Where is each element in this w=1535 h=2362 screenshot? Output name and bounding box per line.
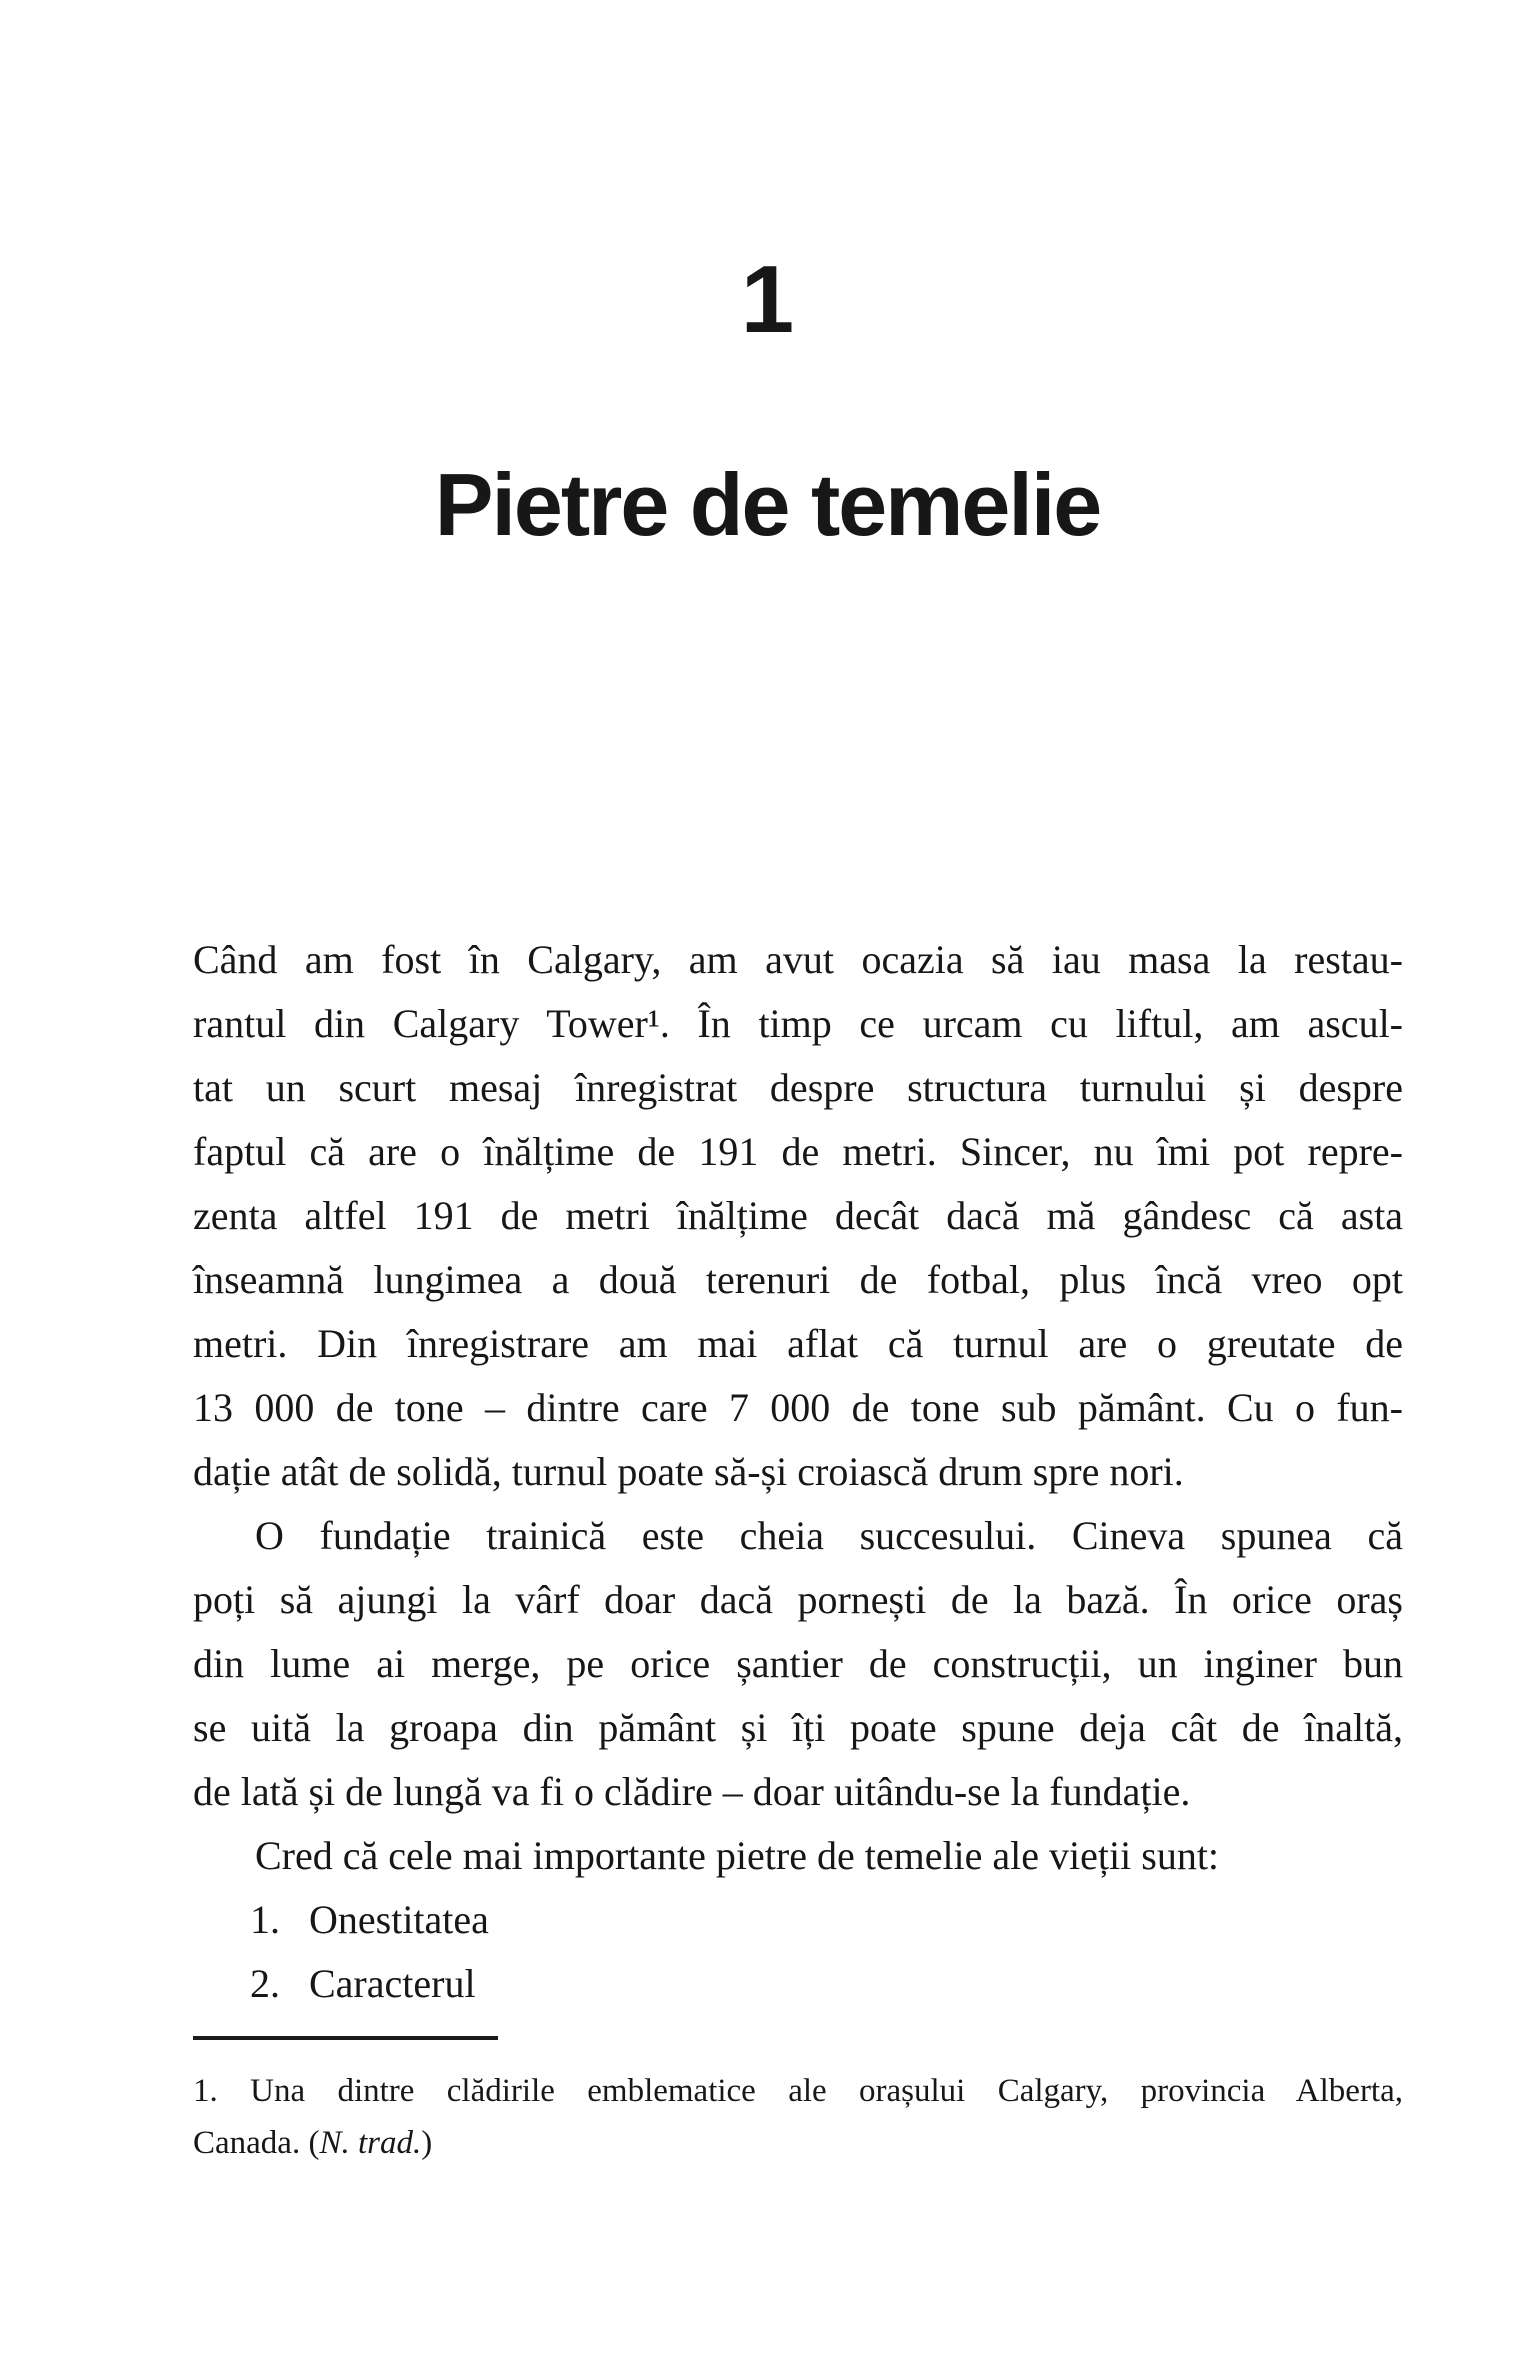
text-line: Cred că cele mai importante pietre de temelie ale vieții sunt: xyxy=(255,1833,1220,1878)
paragraph xyxy=(193,928,1403,1504)
list-item xyxy=(250,1888,1403,1952)
text-line: înseamnă lungimea a două terenuri de fotbal, plus încă vreo opt xyxy=(193,1257,1403,1302)
text-line: 13 000 de tone – dintre care 7 000 de tone sub pământ. Cu o fun- xyxy=(193,1385,1403,1430)
chapter-number: 1 xyxy=(740,246,795,353)
list-item-label: Caracterul xyxy=(309,1961,476,2006)
text-line: tat un scurt mesaj înregistrat despre structura turnului și despre xyxy=(193,1065,1403,1110)
text-line: se uită la groapa din pământ și îți poate spune deja cât de înaltă, xyxy=(193,1705,1403,1750)
text-line: Când am fost în Calgary, am avut ocazia să iau masa la restau- xyxy=(193,937,1403,982)
cornerstones-list xyxy=(193,1888,1403,2016)
list-item-number: 1. xyxy=(250,1897,280,1942)
body-text xyxy=(193,928,1403,2016)
text-line: poți să ajungi la vârf doar dacă pornești de la bază. În orice oraș xyxy=(193,1577,1403,1622)
text-line: rantul din Calgary Tower¹. În timp ce urcam cu liftul, am ascul- xyxy=(193,1001,1403,1046)
footnote-line-2-start: Canada. ( xyxy=(193,2125,320,2161)
list-item xyxy=(250,1952,1403,2016)
footnote-line-2 xyxy=(193,2117,1403,2169)
text-line: dație atât de solidă, turnul poate să-și croiască drum spre nori. xyxy=(193,1449,1184,1494)
footnote-line-1: 1. Una dintre clădirile emblematice ale orașului Calgary, provincia Alberta, xyxy=(193,2073,1403,2109)
footnote-rule xyxy=(193,2036,498,2040)
footnote xyxy=(193,2036,1403,2169)
text-line: O fundație trainică este cheia succesului. Cineva spunea că xyxy=(255,1513,1403,1558)
paragraph xyxy=(193,1504,1403,1824)
footnote-translator-note: N. trad. xyxy=(319,2125,422,2161)
list-item-number: 2. xyxy=(250,1961,280,2006)
text-line: din lume ai merge, pe orice șantier de construcții, un inginer bun xyxy=(193,1641,1403,1686)
paragraph xyxy=(193,1824,1403,1888)
chapter-title: Pietre de temelie xyxy=(434,454,1101,554)
list-item-label: Onestitatea xyxy=(309,1897,489,1942)
footnote-line-2-end: ) xyxy=(421,2125,433,2161)
text-line: faptul că are o înălțime de 191 de metri. Sincer, nu îmi pot repre- xyxy=(193,1129,1403,1174)
text-line: zenta altfel 191 de metri înălțime decât dacă mă gândesc că asta xyxy=(193,1193,1403,1238)
text-line: de lată și de lungă va fi o clădire – doar uitându-se la fundație. xyxy=(193,1769,1191,1814)
text-line: metri. Din înregistrare am mai aflat că turnul are o greutate de xyxy=(193,1321,1403,1366)
